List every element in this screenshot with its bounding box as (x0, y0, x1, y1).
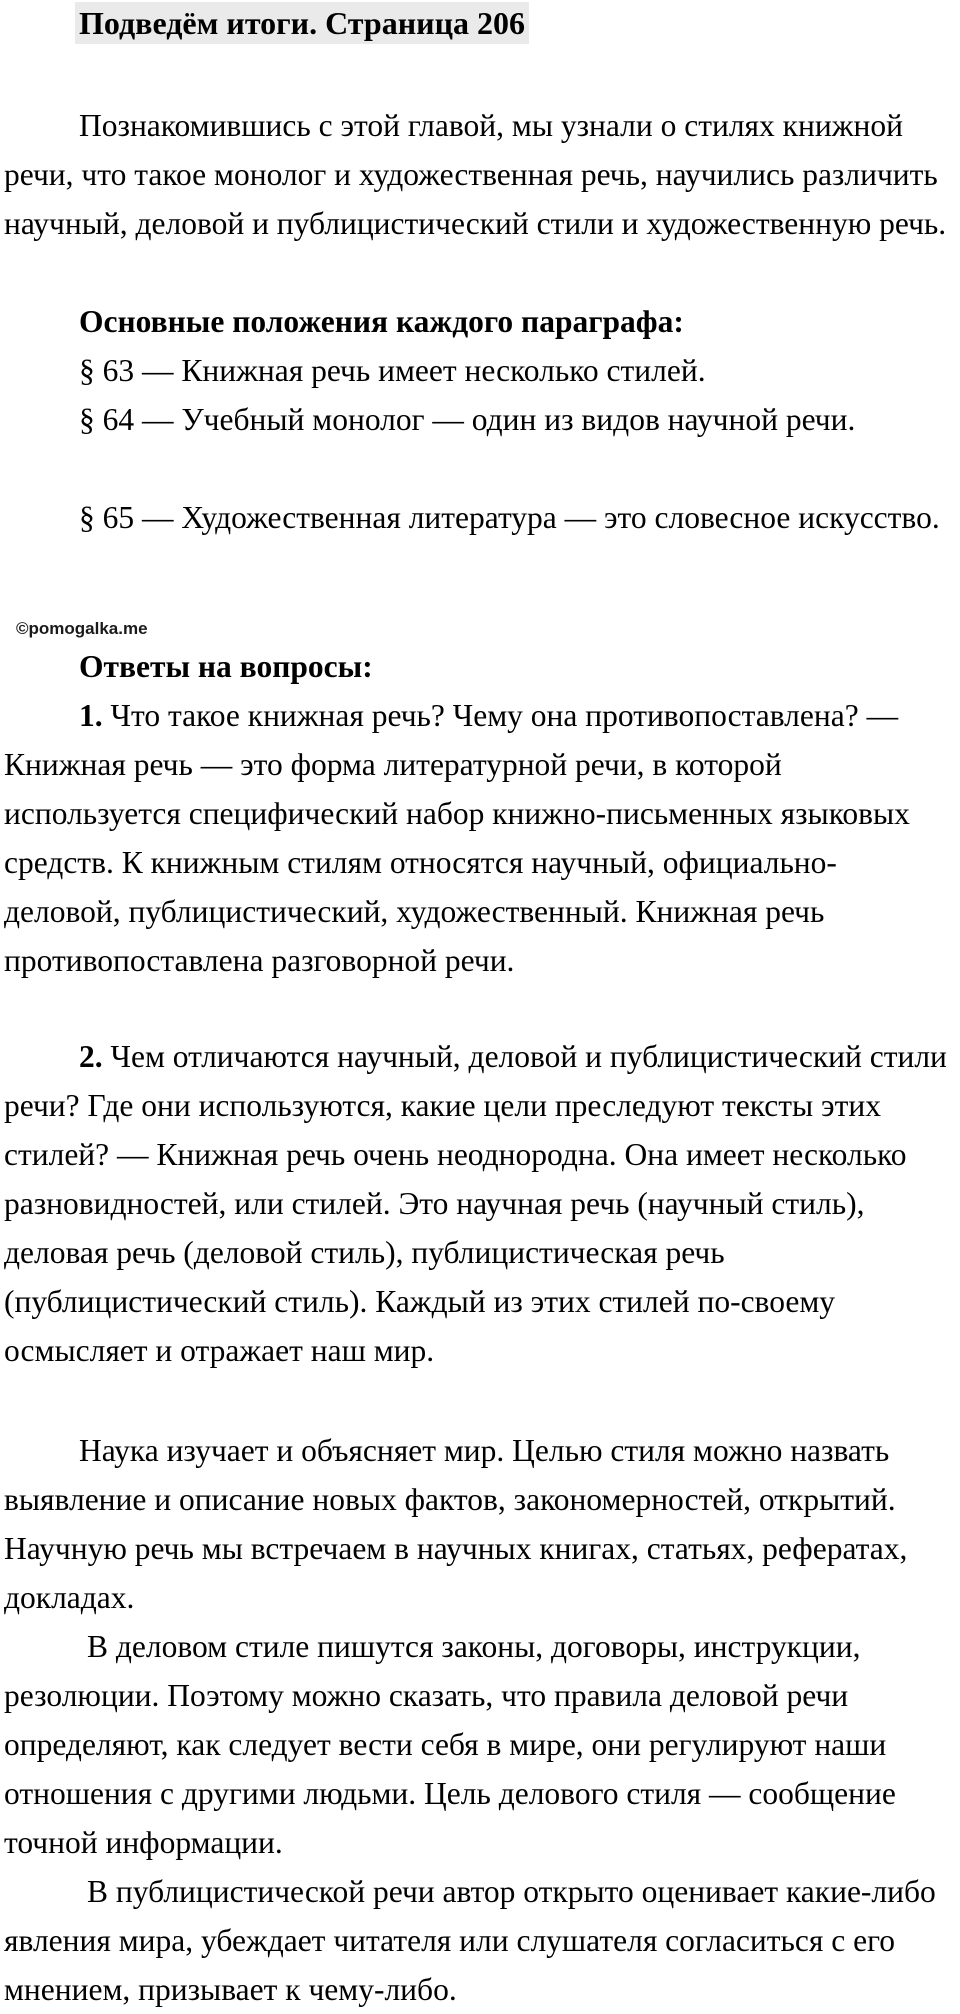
answer-1 (4, 691, 952, 985)
business-paragraph: В деловом стиле пишутся законы, договоры, инструкции, резолюции. Поэтому можно сказать, что правила деловой речи определяют, как следует вести себя в мире, они регулируют наши отношения с другими людьми. Цель делового стиля — сообщение точной информации. (4, 1629, 896, 1860)
answer-2-number: 2. (79, 1039, 103, 1074)
science-paragraph: Наука изучает и объясняет мир. Целью стиля можно назвать выявление и описание новых фактов, закономерностей, открытий. Научную речь мы встречаем в научных книгах, статьях, рефератах, докладах. (4, 1433, 908, 1615)
answer-2 (4, 1032, 952, 1375)
page-title: Подведём итоги. Страница 206 (75, 2, 529, 44)
intro-paragraph: Познакомившись с этой главой, мы узнали о стилях книжной речи, что такое монолог и художественная речь, научились различить научный, деловой и публицистический стили и художественную речь. (4, 108, 947, 241)
key-point-64: § 64 — Учебный монолог — один из видов научной речи. (79, 402, 856, 437)
key-point-63: § 63 — Книжная речь имеет несколько стилей. (79, 353, 706, 388)
key-point-65: § 65 — Художественная литература — это словесное искусство. (79, 500, 940, 535)
publicistic-paragraph: В публицистической речи автор открыто оценивает какие-либо явления мира, убеждает читателя или слушателя согласиться с его мнением, призывает к чему-либо. (4, 1874, 936, 2007)
key-points-heading: Основные положения каждого параграфа: (79, 304, 684, 339)
answer-2-text: Чем отличаются научный, деловой и публицистический стили речи? Где они используются, какие цели преследуют тексты этих стилей? — Книжная речь очень неоднородна. Она имеет несколько разновидностей, или стилей. Это научная речь (научный стиль), деловая речь (деловой стиль), публицистическая речь (публицистический стиль). Каждый из этих стилей по-своему осмысляет и отражает наш мир. (4, 1039, 947, 1368)
answers-heading: Ответы на вопросы: (79, 649, 373, 684)
answer-1-number: 1. (79, 698, 103, 733)
answer-1-text: Что такое книжная речь? Чему она противопоставлена? — Книжная речь — это форма литературной речи, в которой используется специфический набор книжно-письменных языковых средств. К книжным стилям относятся научный, официально-деловой, публицистический, художественный. Книжная речь противопоставлена разговорной речи. (4, 698, 910, 978)
watermark: ©pomogalka.me (16, 619, 148, 638)
